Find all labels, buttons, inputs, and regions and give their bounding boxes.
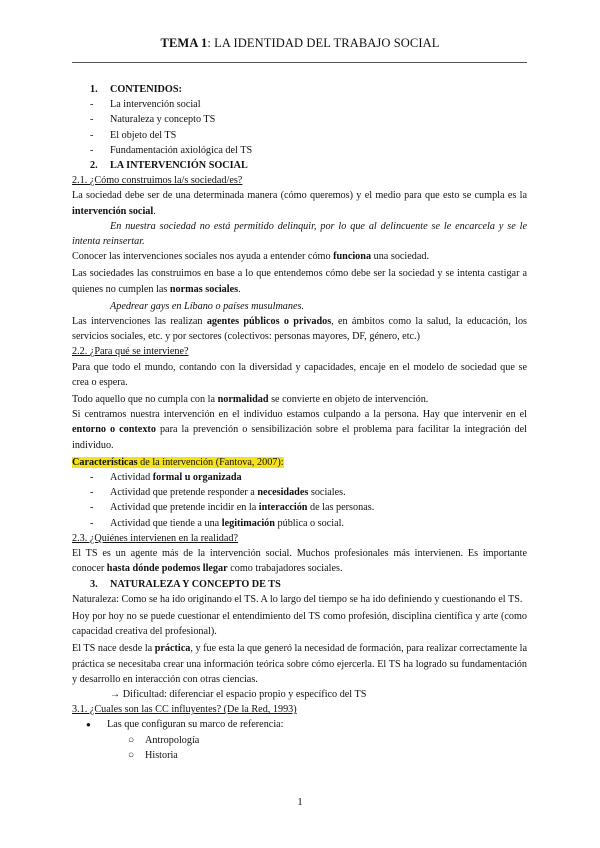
sub-list-item: ○ Historia xyxy=(72,748,527,763)
paragraph: Las intervenciones las realizan agentes públicos o privados, en ámbitos como la salud, la educación, los servicios sociales, etc. y por sectores (colectivos: personas mayores, DF, género, etc.) xyxy=(72,316,528,343)
circle-bullet-icon: ○ xyxy=(128,734,135,746)
subsection-heading: 2.1. ¿Cómo construimos la/s sociedad/es? xyxy=(72,175,243,187)
bullet-item: ● Las que configuran su marco de referencia: xyxy=(72,717,527,732)
document-body xyxy=(72,82,527,763)
subsection-heading: 2.3. ¿Quiénes intervienen en la realidad? xyxy=(72,532,239,544)
list-item: - Actividad que pretende incidir en la interacción de las personas. xyxy=(90,502,375,514)
paragraph: Hoy por hoy no se puede cuestionar el entendimiento del TS como profesión, disciplina científica y arte (como capacidad creativa del profesional). xyxy=(72,610,527,638)
example-paragraph: Apedrear gays en Líbano o países musulmanes. xyxy=(110,300,305,312)
paragraph: Para que todo el mundo, contando con la diversidad y capacidades, encaje en el modelo de sociedad que se crea o espera. xyxy=(72,361,527,388)
circle-bullet-icon: ○ xyxy=(128,749,135,761)
example-paragraph: En nuestra sociedad no está permitido delinquir, por lo que al delincuente se le encarcela y se le intenta reinsertar. xyxy=(72,220,527,248)
list-item: - La intervención social xyxy=(90,99,201,111)
list-item: - El objeto del TS xyxy=(90,129,177,141)
paragraph: Naturaleza: Como se ha ido originando el TS. A lo largo del tiempo se ha ido definiendo y cuestionando el TS. xyxy=(72,593,523,605)
paragraph: El TS es un agente más de la intervención social. Muchos profesionales más intervienen. Es importante conocer hasta dónde podemos llegar como trabajadores sociales. xyxy=(72,548,527,575)
arrow-icon: → xyxy=(110,688,121,700)
section-heading-contenidos: 1. CONTENIDOS: xyxy=(90,84,182,95)
paragraph: La sociedad debe ser de una determinada manera (cómo queremos) y el medio para que esto se cumpla es la intervención social. xyxy=(72,190,527,217)
sub-list-item: ○ Antropología xyxy=(72,733,527,748)
subsection-heading: 3.1. ¿Cuales son las CC influyentes? (De la Red, 1993) xyxy=(72,704,297,716)
list-item: - Fundamentación axiológica del TS xyxy=(90,144,253,156)
paragraph: Conocer las intervenciones sociales nos ayuda a entender cómo funciona una sociedad. xyxy=(72,251,430,263)
paragraph: Todo aquello que no cumpla con la normalidad se convierte en objeto de intervención. xyxy=(72,394,429,406)
bullet-icon: ● xyxy=(86,720,91,730)
header-rule xyxy=(72,62,527,63)
characteristics-heading: Características de la intervención (Fantova, 2007): xyxy=(72,456,284,468)
page-title: TEMA 1: LA IDENTIDAD DEL TRABAJO SOCIAL xyxy=(160,36,440,50)
paragraph: Las sociedades las construimos en base a lo que entendemos cómo debe ser la sociedad y se intenta castigar a quienes no cumplen las normas sociales. xyxy=(72,268,527,295)
paragraph: El TS nace desde la práctica, y fue esta la que generó la necesidad de formación, para realizar correctamente la práctica se necesitaba crear una información teórica sobre cómo ejercerla. El TS ha logrado su fundamentación y desarrollo en interacción con otras ciencias. xyxy=(72,643,527,685)
section-heading-naturaleza: 3. NATURALEZA Y CONCEPTO DE TS xyxy=(90,578,281,590)
list-item: - Actividad que tiende a una legitimación pública o social. xyxy=(90,517,344,529)
list-item: - Naturaleza y concepto TS xyxy=(90,114,216,126)
arrow-note: → Dificultad: diferenciar el espacio propio y específico del TS xyxy=(110,688,367,700)
paragraph: Si centramos nuestra intervención en el individuo estamos culpando a la persona. Hay que intervenir en el entorno o contexto para la prevención o sensibilización sobre el problema para facilitar la integración del individuo. xyxy=(72,409,527,451)
section-heading-intervencion: 2. LA INTERVENCIÓN SOCIAL xyxy=(90,160,248,172)
list-item: - Actividad formal u organizada xyxy=(90,472,242,484)
page-number: 1 xyxy=(297,796,303,808)
subsection-heading: 2.2. ¿Para qué se interviene? xyxy=(72,346,189,358)
list-item: - Actividad que pretende responder a necesidades sociales. xyxy=(90,487,346,499)
